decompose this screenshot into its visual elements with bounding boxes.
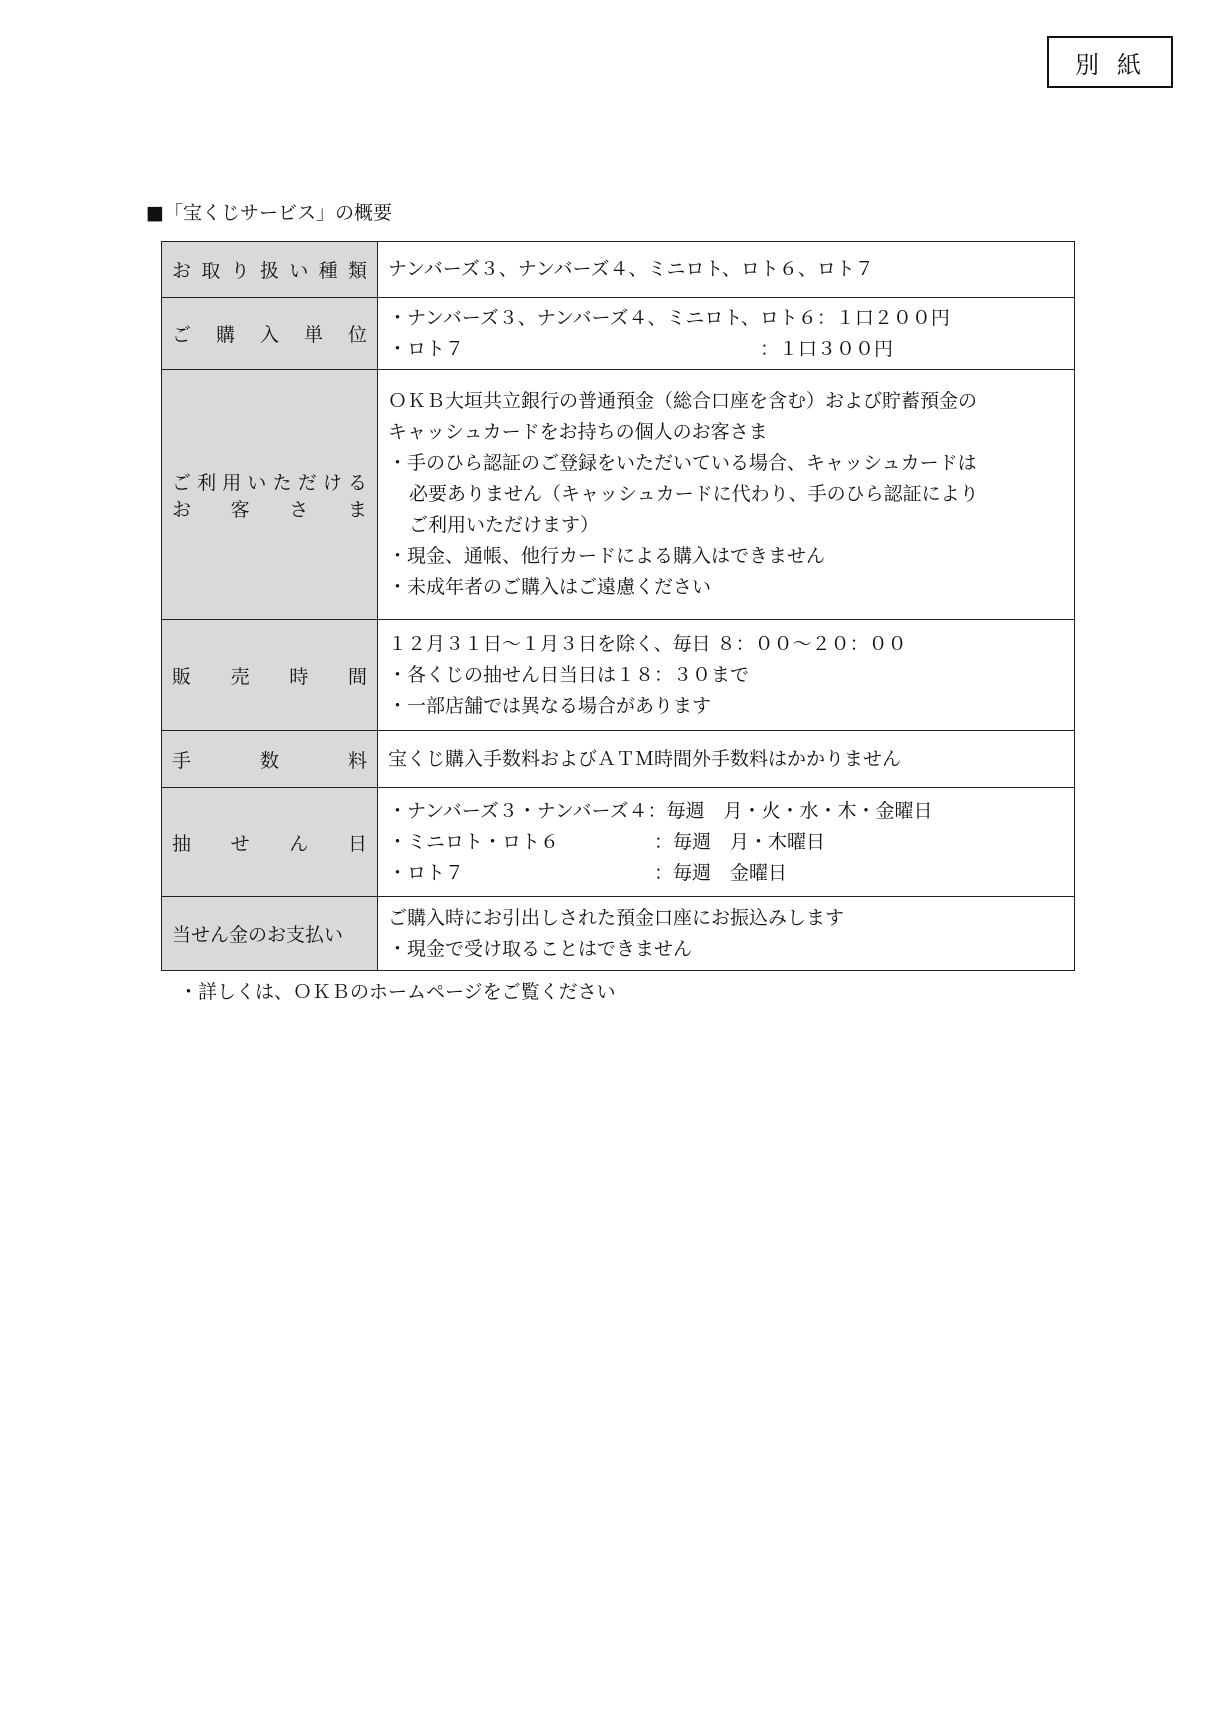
row-label: お取り扱い種類 <box>162 242 378 298</box>
row-value <box>378 788 1075 897</box>
value-line: ・ミニロト・ロト６ ：毎週 月・木曜日 <box>388 830 826 853</box>
value-line: １２月３１日～１月３日を除く、毎日 ８：００～２０：００ <box>388 632 907 655</box>
value-line: ・ロト７ ：１口３００円 <box>388 337 893 360</box>
table-row <box>162 788 1075 897</box>
value-line: ・現金で受け取ることはできません <box>388 937 693 960</box>
service-overview-table <box>161 241 1075 971</box>
attachment-stamp: 別紙 <box>1047 36 1173 88</box>
value-line: ナンバーズ３、ナンバーズ４、ミニロト、ロト６、ロト７ <box>388 258 874 280</box>
label-line: ご利用いただける <box>172 471 367 494</box>
row-label: 販売時間 <box>162 620 378 731</box>
value-line: ・ロト７ ：毎週 金曜日 <box>388 861 788 884</box>
label-line: お客さま <box>172 498 367 521</box>
table-row <box>162 370 1075 620</box>
table-row <box>162 298 1075 370</box>
row-label: 手数料 <box>162 731 378 788</box>
row-label: ご購入単位 <box>162 298 378 370</box>
footnote: ・詳しくは、ＯＫＢのホームページをご覧ください <box>179 981 616 1003</box>
row-value <box>378 897 1075 971</box>
value-line: ＯＫＢ大垣共立銀行の普通預金（総合口座を含む）および貯蓄預金の <box>388 390 978 412</box>
value-line: ・手のひら認証のご登録をいただいている場合、キャッシュカードは <box>388 452 977 474</box>
value-line: キャッシュカードをお持ちの個人のお客さま <box>388 421 768 443</box>
value-line: ・未成年者のご購入はご遠慮ください <box>388 576 712 598</box>
row-value <box>378 370 1075 620</box>
row-value <box>378 242 1075 298</box>
value-line: 必要ありません（キャッシュカードに代わり、手のひら認証により <box>409 483 979 505</box>
row-value <box>378 298 1075 370</box>
value-line: ご購入時にお引出しされた預金口座にお振込みします <box>388 906 845 929</box>
table-row <box>162 620 1075 731</box>
value-line: ・ナンバーズ３・ナンバーズ４：毎週 月・火・水・木・金曜日 <box>388 799 933 822</box>
row-label: 当せん金のお支払い <box>162 897 378 971</box>
table-row <box>162 897 1075 971</box>
row-label <box>162 370 378 620</box>
value-line: ・各くじの抽せん日当日は１８：３０まで <box>388 663 750 686</box>
value-line: ・ナンバーズ３、ナンバーズ４、ミニロト、ロト６：１口２００円 <box>388 306 950 329</box>
value-line: 宝くじ購入手数料およびＡＴＭ時間外手数料はかかりません <box>388 747 902 770</box>
row-value <box>378 620 1075 731</box>
row-value <box>378 731 1075 788</box>
table-row <box>162 731 1075 788</box>
value-line: ・一部店舗では異なる場合があります <box>388 694 712 717</box>
row-label: 抽せん日 <box>162 788 378 897</box>
value-line: ・現金、通帳、他行カードによる購入はできません <box>388 545 826 567</box>
table-row <box>162 242 1075 298</box>
value-line: ご利用いただけます） <box>409 514 600 536</box>
section-heading: ■「宝くじサービス」の概要 <box>146 202 392 224</box>
